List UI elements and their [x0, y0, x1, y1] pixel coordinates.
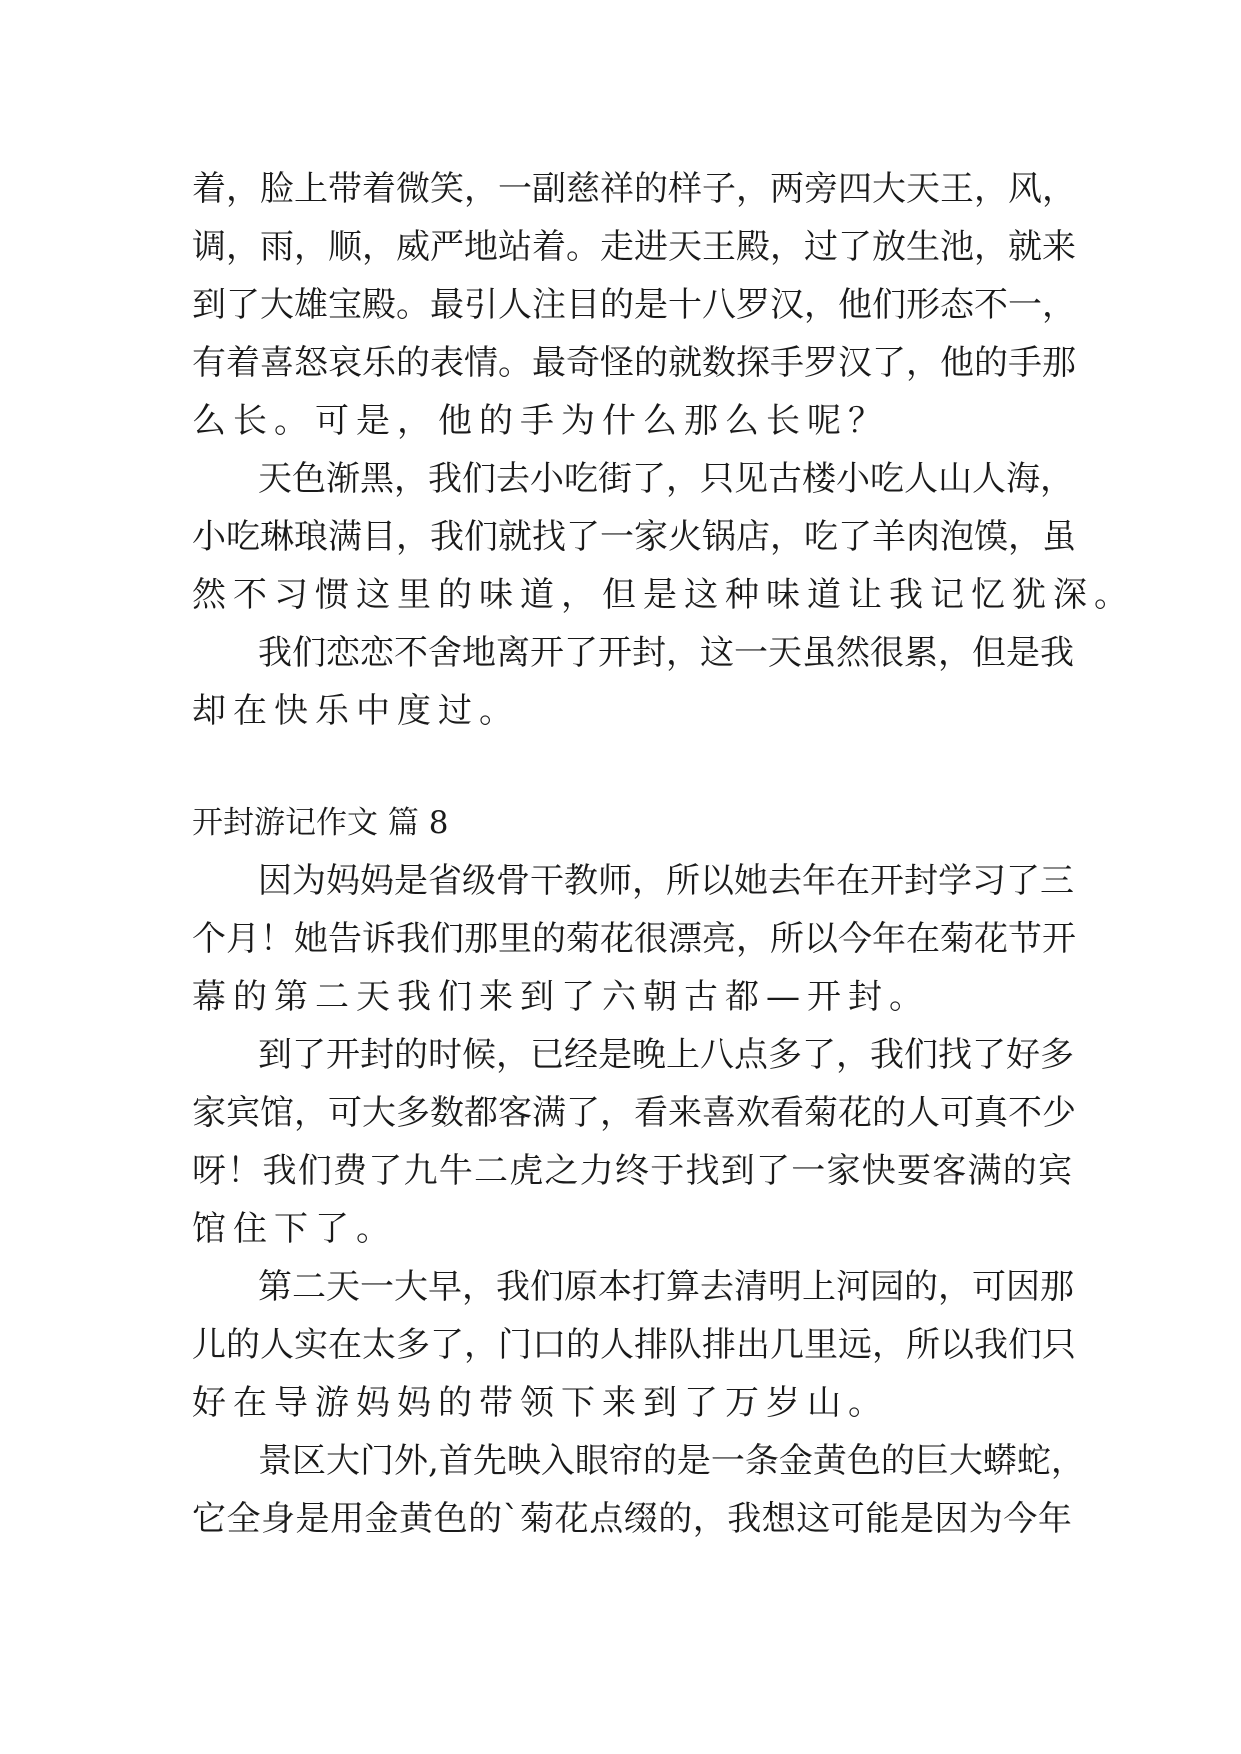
text-line: 有 着 喜 怒 哀 乐 的 表 情 。 最 奇 怪 的 就 数 探 手 罗 汉 了 ， 他 的 手 那 — [192, 343, 1076, 383]
text-line: 天 色 渐 黑 ， 我 们 去 小 吃 街 了 ， 只 见 古 楼 小 吃 人 山 人 海 ， — [258, 459, 1074, 499]
text-line: 么长。可是，他的手为什么那么长呢？ — [192, 401, 889, 441]
text-line: 我 们 恋 恋 不 舍 地 离 开 了 开 封 ， 这 一 天 虽 然 很 累 ， 但 是 我 — [258, 633, 1074, 673]
text-line: 馆住下了。 — [192, 1209, 397, 1249]
text-line: 第 二 天 一 大 早 ， 我 们 原 本 打 算 去 清 明 上 河 园 的 ， 可 因 那 — [258, 1267, 1074, 1307]
text-line: 然不习惯这里的味道，但是这种味道让我记忆犹深。 — [192, 575, 1135, 615]
text-line: 到 了 大 雄 宝 殿 。 最 引 人 注 目 的 是 十 八 罗 汉 ， 他 们 形 态 不 一 ， — [192, 285, 1076, 325]
text-line: 因 为 妈 妈 是 省 级 骨 干 教 师 ， 所 以 她 去 年 在 开 封 学 习 了 三 — [258, 861, 1074, 901]
text-line: 调 ， 雨 ， 顺 ， 威 严 地 站 着 。 走 进 天 王 殿 ， 过 了 放 生 池 ， 就 来 — [192, 227, 1076, 267]
text-line: 着 ， 脸 上 带 着 微 笑 ， 一 副 慈 祥 的 样 子 ， 两 旁 四 大 天 王 ， 风 ， — [192, 169, 1076, 209]
text-line: 却在快乐中度过。 — [192, 691, 520, 731]
text-line: 家 宾 馆 ， 可 大 多 数 都 客 满 了 ， 看 来 喜 欢 看 菊 花 的 人 可 真 不 少 — [192, 1093, 1076, 1133]
text-line: 幕的第二天我们来到了六朝古都—开封。 — [192, 977, 930, 1017]
text-line: 呀 ！ 我 们 费 了 九 牛 二 虎 之 力 终 于 找 到 了 一 家 快 要 客 满 的 宾 — [192, 1151, 1072, 1191]
text-line: 儿 的 人 实 在 太 多 了 ， 门 口 的 人 排 队 排 出 几 里 远 ， 所 以 我 们 只 — [192, 1325, 1076, 1365]
text-line: 景 区 大 门 外 , 首 先 映 入 眼 帘 的 是 一 条 金 黄 色 的 巨 大 蟒 蛇 ， — [258, 1441, 1085, 1481]
essay-heading: 开封游记作文 篇 8 — [192, 805, 449, 841]
text-line: 它 全 身 是 用 金 黄 色 的 ` 菊 花 点 缀 的 ， 我 想 这 可 能 是 因 为 今 年 — [192, 1499, 1072, 1539]
text-line: 到 了 开 封 的 时 候 ， 已 经 是 晚 上 八 点 多 了 ， 我 们 找 了 好 多 — [258, 1035, 1074, 1075]
text-line: 小 吃 琳 琅 满 目 ， 我 们 就 找 了 一 家 火 锅 店 ， 吃 了 羊 肉 泡 馍 ， 虽 — [192, 517, 1076, 557]
text-line: 个 月 ！ 她 告 诉 我 们 那 里 的 菊 花 很 漂 亮 ， 所 以 今 年 在 菊 花 节 开 — [192, 919, 1076, 959]
text-line: 好在导游妈妈的带领下来到了万岁山。 — [192, 1383, 889, 1423]
